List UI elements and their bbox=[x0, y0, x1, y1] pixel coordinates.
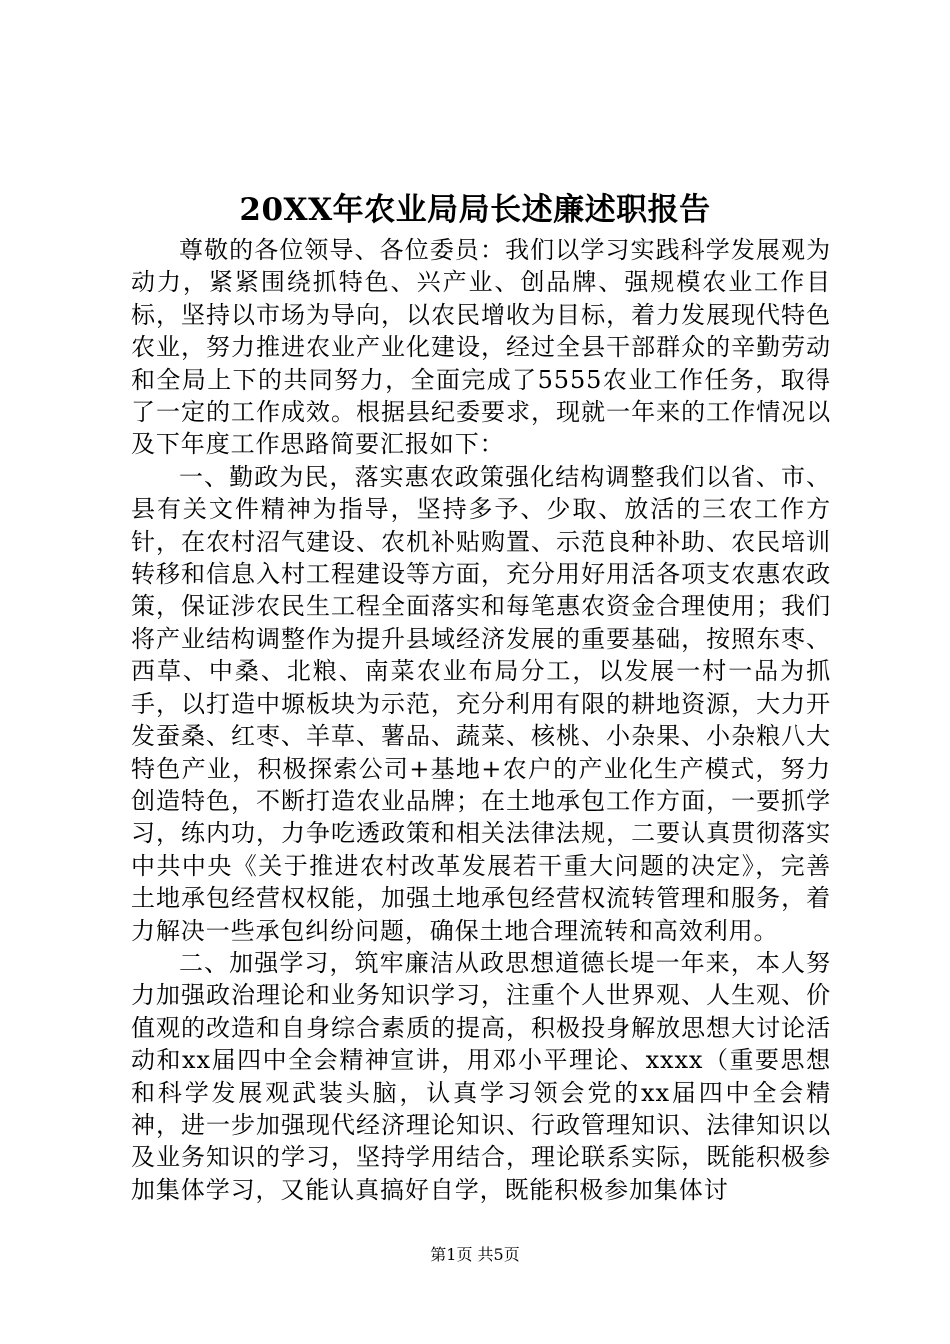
page-number-footer: 第1页 共5页 bbox=[430, 1245, 520, 1264]
paragraph-section-two: 二、加强学习，筑牢廉洁从政思想道德长堤一年来，本人努力加强政治理论和业务知识学习，注重个人世界观、人生观、价值观的改造和自身综合素质的提高，积极投身解放思想大讨论活动和xx届四中全会精神宣讲，用邓小平理论、xxxx（重要思想和科学发展观武装头脑，认真学习领会党的xx届四中全会精神，进一步加强现代经济理论知识、行政管理知识、法律知识以及业务知识的学习，坚持学用结合，理论联系实际，既能积极参加集体学习，又能认真搞好自学，既能积极参加集体讨 bbox=[131, 948, 831, 1204]
paragraph-section-one: 一、勤政为民，落实惠农政策强化结构调整我们以省、市、县有关文件精神为指导，坚持多予、少取、放活的三农工作方针，在农村沼气建设、农机补贴购置、示范良种补助、农民培训转移和信息入村工程建设等方面，充分用好用活各项支农惠农政策，保证涉农民生工程全面落实和每笔惠农资金合理使用；我们将产业结构调整作为提升县域经济发展的重要基础，按照东枣、西草、中桑、北粮、南菜农业布局分工，以发展一村一品为抓手，以打造中塬板块为示范，充分利用有限的耕地资源，大力开发蚕桑、红枣、羊草、薯品、蔬菜、核桃、小杂果、小杂粮八大特色产业，积极探索公司+基地+农户的产业化生产模式，努力创造特色，不断打造农业品牌；在土地承包工作方面，一要抓学习，练内功，力争吃透政策和相关法律法规，二要认真贯彻落实中共中央《关于推进农村改革发展若干重大问题的决定》，完善土地承包经营权权能，加强土地承包经营权流转管理和服务，着力解决一些承包纠纷问题，确保土地合理流转和高效利用。 bbox=[131, 462, 831, 945]
paragraph-greeting: 尊敬的各位领导、各位委员：我们以学习实践科学发展观为动力，紧紧围绕抓特色、兴产业、创品牌、强规模农业工作目标，坚持以市场为导向，以农民增收为目标，着力发展现代特色农业，努力推进农业产业化建设，经过全县干部群众的辛勤劳动和全局上下的共同努力，全面完成了5555农业工作任务，取得了一定的工作成效。根据县纪委要求，现就一年来的工作情况以及下年度工作思路简要汇报如下： bbox=[131, 236, 831, 459]
document-body bbox=[131, 234, 831, 1206]
document-title: 20XX年农业局局长述廉述职报告 bbox=[239, 192, 711, 228]
